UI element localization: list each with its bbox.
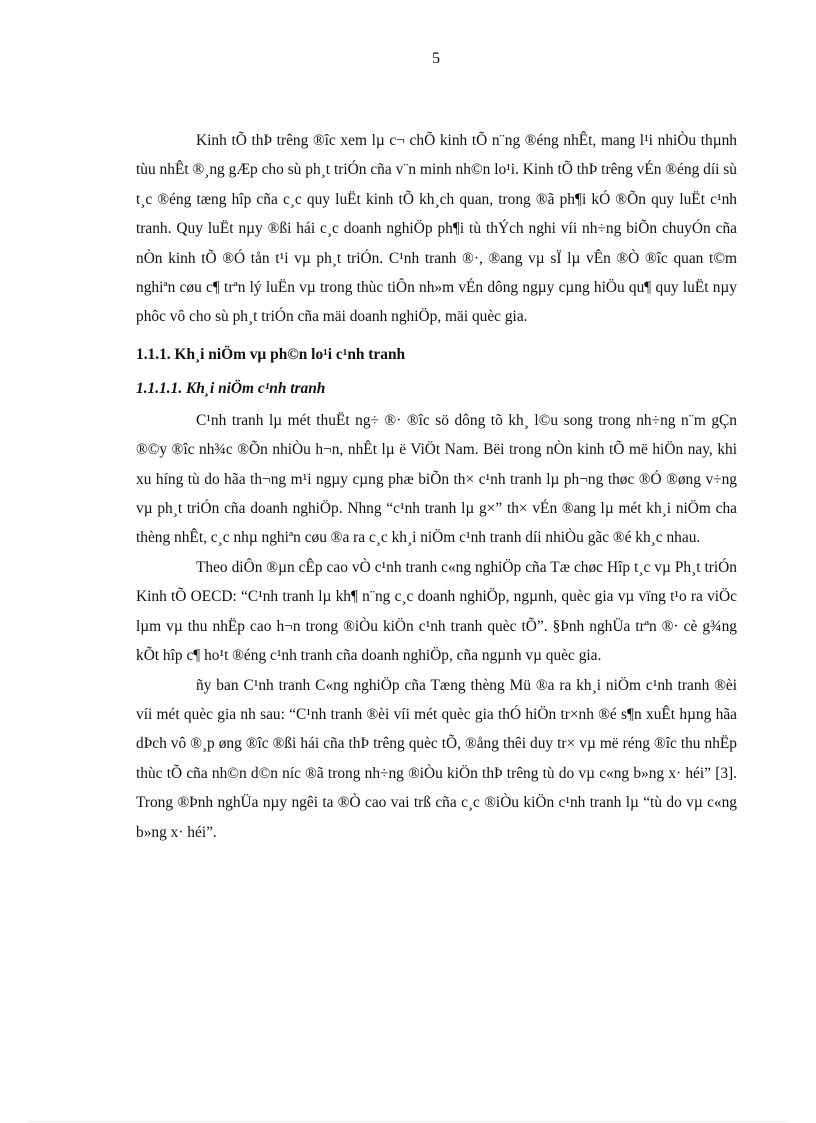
section-heading: 1.1.1. Kh¸i niÖm vµ ph©n lo¹i c¹nh tranh xyxy=(136,345,406,363)
intro-paragraph: Kinh tÕ thÞ trêng ®îc xem lµ c¬ chÕ kinh tÕ n¨ng ®éng nhÊt, mang l¹i nhiÒu thµnh tùu nhÊt ®¸ng gÆp cho sù ph¸t triÓn cña v¨n minh nh©n lo¹i. Kinh tÕ thÞ trêng vÉn ®éng díi sù t¸c ®éng tæng hîp cña c¸c quy luËt kinh tÕ kh¸ch quan, trong ®ã ph¶i kÓ ®Õn quy luËt c¹nh tranh. Quy luËt nµy ®ßi hái c¸c doanh nghiÖp ph¶i tù thÝch nghi víi nh÷ng biÕn chuyÓn cña nÒn kinh tÕ ®Ó tån t¹i vµ ph¸t triÓn. C¹nh tranh ®·, ®ang vµ sÏ lµ vÊn ®Ò ®îc quan t©m nghiªn cøu c¶ trªn lý luËn vµ trong thùc tiÔn nh»m vÉn dông ngµy cµng hiÖu qu¶ quy luËt nµy phôc vô cho sù ph¸t triÓn cña mäi doanh nghiÖp, mäi quèc gia. xyxy=(136,132,737,326)
subsection-heading: 1.1.1.1. Kh¸i niÖm c¹nh tranh xyxy=(136,379,326,397)
page-number: 5 xyxy=(432,50,440,67)
body-paragraph: Theo diÔn ®µn cÊp cao vÒ c¹nh tranh c«ng nghiÖp cña Tæ chøc Hîp t¸c vµ Ph¸t triÓn Kinh tÕ OECD: “C¹nh tranh lµ kh¶ n¨ng c¸c doanh nghiÖp, ngµnh, quèc gia vµ vïng t¹o ra viÖc lµm vµ thu nhËp cao h¬n trong ®iÒu kiÖn c¹nh tranh quèc tÕ”. §Þnh nghÜa trªn ®· cè g¾ng kÕt hîp c¶ ho¹t ®éng c¹nh tranh cña doanh nghiÖp, cña ngµnh vµ quèc gia. xyxy=(136,558,737,665)
body-paragraph: C¹nh tranh lµ mét thuËt ng÷ ®· ®îc sö dông tõ kh¸ l©u song trong nh÷ng n¨m gÇn ®©y ®îc nh¾c ®Õn nhiÒu h¬n, nhÊt lµ ë ViÖt Nam. Bëi trong nÒn kinh tÕ më hiÖn nay, khi xu híng tù do hãa th¬ng m¹i ngµy cµng phæ biÕn th× c¹nh tranh lµ ph¬ng thøc ®Ó ®øng v÷ng vµ ph¸t triÓn cña doanh nghiÖp. Nhng “c¹nh tranh lµ g×” th× vÉn ®ang lµ mét kh¸i niÖm cha thèng nhÊt, c¸c nhµ nghiªn cøu ®a ra c¸c kh¸i niÖm c¹nh tranh díi nhiÒu gãc ®é kh¸c nhau. xyxy=(136,411,737,547)
page-body xyxy=(136,126,737,847)
body-paragraph: ñy ban C¹nh tranh C«ng nghiÖp cña Tæng thèng Mü ®a ra kh¸i niÖm c¹nh tranh ®èi víi mét quèc gia nh sau: “C¹nh tranh ®èi víi mét quèc gia thÓ hiÖn tr×nh ®é s¶n xuÊt hµng hãa dÞch vô ®¸p øng ®îc ®ßi hái cña thÞ trêng quèc tÕ, ®ång thêi duy tr× vµ më réng ®îc thu nhËp thùc tÕ cña nh©n d©n níc ®ã trong nh÷ng ®iÒu kiÖn thÞ trêng tù do vµ c«ng b»ng x· héi” [3]. Trong ®Þnh nghÜa nµy ngêi ta ®Ò cao vai trß cña c¸c ®iÒu kiÖn c¹nh tranh lµ “tù do vµ c«ng b»ng x· héi”. xyxy=(136,676,737,841)
page-bottom-divider xyxy=(28,1121,788,1122)
